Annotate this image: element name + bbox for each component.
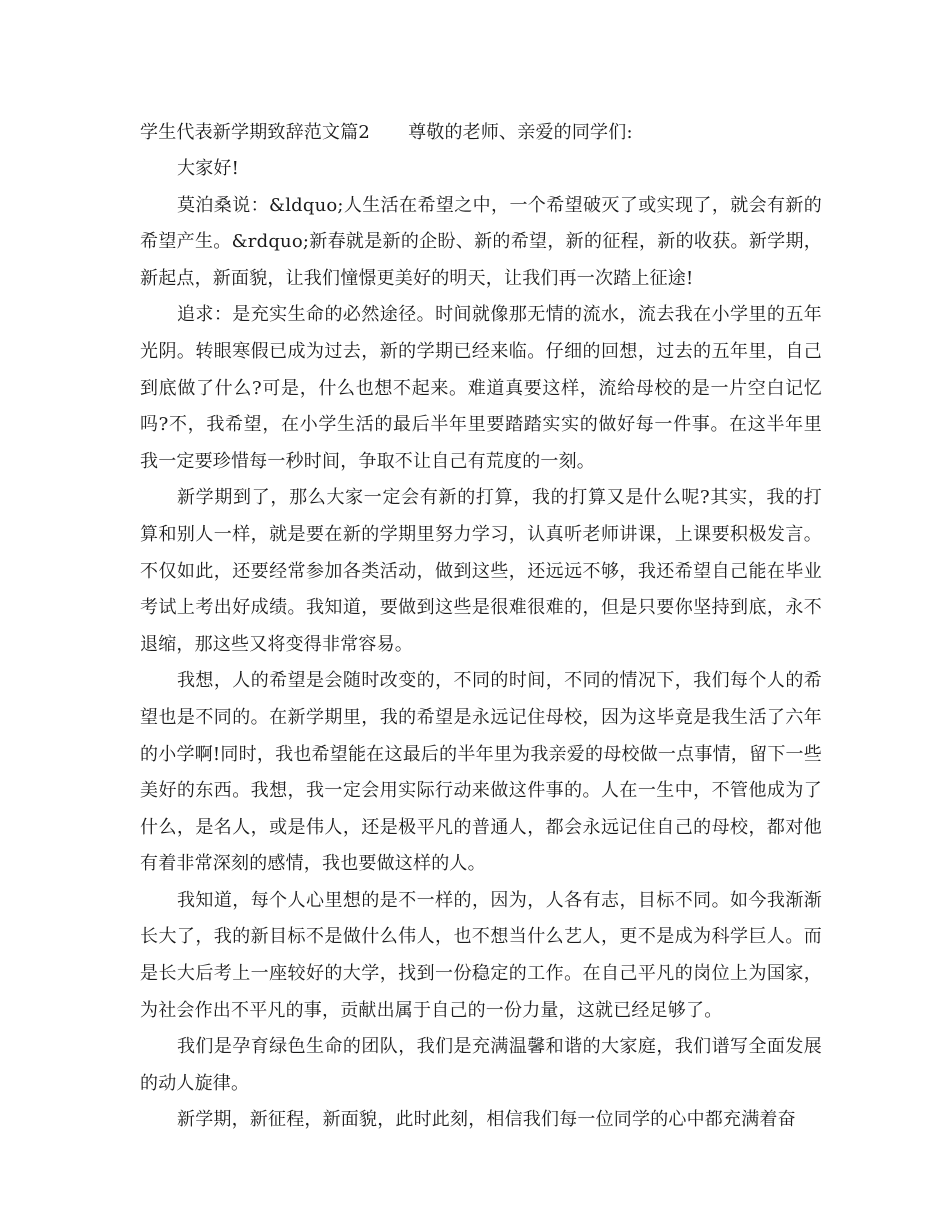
- paragraph-closing: 新学期，新征程，新面貌，此时此刻，相信我们每一位同学的心中都充满着奋: [177, 1109, 796, 1131]
- paragraph-plans: 新学期到了，那么大家一定会有新的打算，我的打算又是什么呢?其实，我的打算和别人一样，就是要在新的学期里努力学习，认真听老师讲课，上课要积极发言。不仅如此，还要经常参加各类活动，做到这些，还远远不够，我还希望自己能在毕业考试上考出好成绩。我知道，要做到这些是很难很难的，但是只要你坚持到底，永不退缩，那这些又将变得非常容易。: [140, 487, 822, 655]
- paragraph-greeting: 大家好!: [177, 158, 240, 179]
- paragraph-team: 我们是孕育绿色生命的团队，我们是充满温馨和谐的大家庭，我们谱写全面发展的动人旋律。: [140, 1036, 822, 1094]
- document-body: [140, 115, 822, 1139]
- document-title: 学生代表新学期致辞范文篇2: [140, 122, 371, 143]
- title-line: [140, 115, 822, 151]
- paragraph-pursuit: 追求：是充实生命的必然途径。时间就像那无情的流水，流去我在小学里的五年光阴。转眼寒假已成为过去，新的学期已经来临。仔细的回想，过去的五年里，自己到底做了什么?可是，什么也想不起来。难道真要这样，流给母校的是一片空白记忆吗?不，我希望，在小学生活的最后半年里要踏踏实实的做好每一件事。在这半年里我一定要珍惜每一秒时间，争取不让自己有荒度的一刻。: [140, 304, 822, 472]
- salutation: 尊敬的老师、亲爱的同学们:: [408, 122, 633, 143]
- paragraph-goals: 我知道，每个人心里想的是不一样的，因为，人各有志，目标不同。如今我渐渐长大了，我的新目标不是做什么伟人，也不想当什么艺人，更不是成为科学巨人。而是长大后考上一座较好的大学，找到一份稳定的工作。在自己平凡的岗位上为国家，为社会作出不平凡的事，贡献出属于自己的一份力量，这就已经足够了。: [140, 889, 822, 1021]
- paragraph-hopes: 我想，人的希望是会随时改变的，不同的时间，不同的情况下，我们每个人的希望也是不同的。在新学期里，我的希望是永远记住母校，因为这毕竟是我生活了六年的小学啊!同时，我也希望能在这最后的半年里为我亲爱的母校做一点事情，留下一些美好的东西。我想，我一定会用实际行动来做这件事的。人在一生中，不管他成为了什么，是名人，或是伟人，还是极平凡的普通人，都会永远记住自己的母校，都对他有着非常深刻的感情，我也要做这样的人。: [140, 670, 822, 875]
- paragraph-quote: 莫泊桑说：&ldquo;人生活在希望之中，一个希望破灭了或实现了，就会有新的希望产生。&rdquo;新春就是新的企盼、新的希望，新的征程，新的收获。新学期，新起点，新面貌，让我们憧憬更美好的明天，让我们再一次踏上征途!: [140, 194, 822, 289]
